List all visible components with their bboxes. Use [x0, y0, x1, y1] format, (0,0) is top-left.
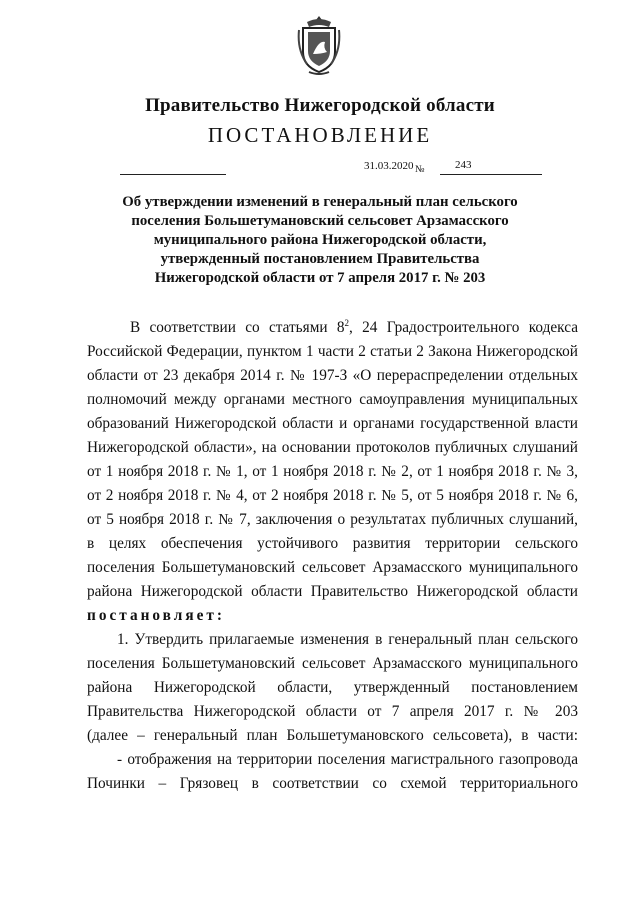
document-number: 243 [455, 159, 472, 171]
body-line: В соответствии со статьями $8^2$, 24 Градостроительного кодекса [130, 317, 578, 336]
body-line: Российской Федерации, пунктом 1 части 2 статьи 2 Закона Нижегородской [87, 343, 578, 360]
body-line: поселения Большетумановский сельсовет Арзамасского муниципального [87, 655, 578, 672]
body-line: от 1 ноября 2018 г. № 1, от 1 ноября 2018 г. № 2, от 1 ноября 2018 г. № 3, [87, 463, 578, 480]
title-line: муниципального района Нижегородской области, [153, 232, 487, 248]
body-line: Нижегородской области», на основании протоколов публичных слушаний [87, 439, 578, 456]
body-line: поселения Большетумановский сельсовет Арзамасского муниципального [87, 559, 578, 576]
document-title [70, 193, 570, 288]
blank-date-line [120, 174, 226, 175]
body-line: (далее – генеральный план Большетумановского сельсовета), в части: [87, 727, 578, 744]
title-line: Об утверждении изменений в генеральный план сельского [122, 194, 518, 210]
title-line: Нижегородской области от 7 апреля 2017 г. № 203 [154, 270, 486, 286]
body-line: области от 23 декабря 2014 г. № 197-З «О перераспределении отдельных [87, 367, 578, 384]
body-line: полномочий между органами местного самоуправления муниципальных [87, 391, 578, 408]
body-line: Правительства Нижегородской области от 7 апреля 2017 г. № 203 [87, 703, 578, 720]
title-line: поселения Большетумановский сельсовет Арзамасского [131, 213, 509, 229]
coat-of-arms-icon [297, 14, 341, 76]
number-line [440, 174, 542, 175]
government-name: Правительство Нижегородской области [145, 95, 495, 116]
document-body [87, 316, 578, 796]
body-line: района Нижегородской области Правительство Нижегородской области [87, 583, 578, 600]
body-line: в целях обеспечения устойчивого развития территории сельского [87, 535, 578, 552]
body-line: от 2 ноября 2018 г. № 4, от 2 ноября 2018 г. № 5, от 5 ноября 2018 г. № 6, [87, 487, 578, 504]
body-line: 1. Утвердить прилагаемые изменения в генеральный план сельского [117, 631, 578, 648]
body-line: от 5 ноября 2018 г. № 7, заключения о результатах публичных слушаний, [87, 511, 578, 528]
title-line: утвержденный постановлением Правительства [160, 251, 480, 267]
body-line: образований Нижегородской области и органами государственной власти [87, 415, 578, 432]
document-date: 31.03.2020 [364, 160, 414, 172]
document-type: ПОСТАНОВЛЕНИЕ [207, 123, 433, 147]
body-line: района Нижегородской области, утвержденный постановлением [87, 679, 578, 696]
number-sign: № [415, 164, 425, 175]
body-line: - отображения на территории поселения магистрального газопровода [117, 751, 578, 768]
body-line: Починки – Грязовец в соответствии со схемой территориального [87, 775, 578, 792]
decides-word: постановляет: [87, 607, 225, 624]
